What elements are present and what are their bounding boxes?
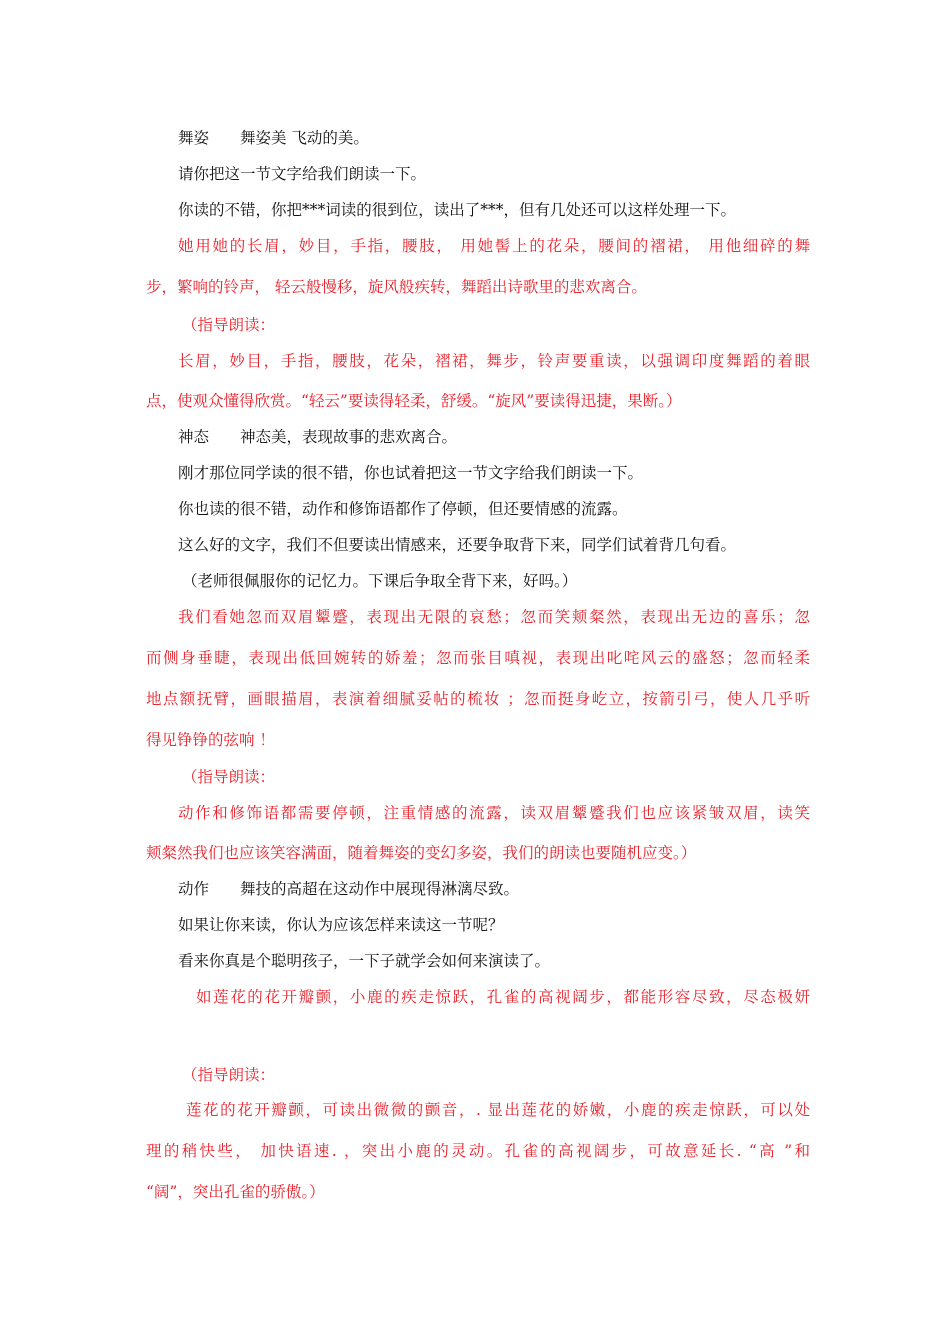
text-line: 步，繁响的铃声， 轻云般慢移，旋风般疾转，舞蹈出诗歌里的悲欢离合。 <box>146 278 647 296</box>
text-line: 理的稍快些， 加快语速. ，突出小鹿的灵动。孔雀的高视阔步，可故意延长. “高 ”和 <box>146 1142 810 1160</box>
text-line: “阔”，突出孔雀的骄傲。） <box>146 1183 325 1201</box>
text-line: 你也读的很不错，动作和修饰语都作了停顿，但还要情感的流露。 <box>178 500 628 518</box>
text-line: 得见铮铮的弦响 ！ <box>146 731 275 749</box>
text-line: 她用她的长眉，妙目，手指，腰肢， 用她髻上的花朵，腰间的褶裙， 用他细碎的舞 <box>178 237 810 255</box>
text-line: 请你把这一节文字给我们朗读一下。 <box>178 165 427 183</box>
text-line: 莲花的花开瓣颤，可读出微微的颤音，. 显出莲花的娇嫩，小鹿的疾走惊跃，可以处 <box>186 1101 810 1119</box>
text-line: 你读的不错，你把***词读的很到位，读出了***，但有几处还可以这样处理一下。 <box>178 201 737 219</box>
text-line: 舞姿 舞姿美 飞动的美。 <box>178 129 369 147</box>
text-line: 点，使观众懂得欣赏。“轻云”要读得轻柔，舒缓。“旋风”要读得迅捷，果断。） <box>146 392 682 410</box>
text-line: （老师很佩服你的记忆力。下课后争取全背下来，好吗。） <box>182 572 578 590</box>
text-line: （指导朗读： <box>182 768 276 786</box>
text-line: 地点额抚臂，画眼描眉，表演着细腻妥帖的梳妆 ；忽而挺身屹立，按箭引弓，使人几乎听 <box>146 690 810 708</box>
text-line: （指导朗读： <box>182 316 276 334</box>
text-line: 如果让你来读，你认为应该怎样来读这一节呢？ <box>178 916 504 934</box>
text-line: 而侧身垂睫，表现出低回婉转的娇羞；忽而张目嗔视，表现出叱咤风云的盛怒；忽而轻柔 <box>146 649 810 667</box>
text-line: 动作和修饰语都需要停顿，注重情感的流露，读双眉颦蹙我们也应该紧皱双眉，读笑 <box>178 804 810 822</box>
text-line: 这么好的文字，我们不但要读出情感来，还要争取背下来，同学们试着背几句看。 <box>178 536 737 554</box>
text-line: 颊粲然我们也应该笑容满面，随着舞姿的变幻多姿，我们的朗读也要随机应变。） <box>146 844 697 862</box>
text-line: （指导朗读： <box>182 1066 276 1084</box>
text-line: 刚才那位同学读的很不错，你也试着把这一节文字给我们朗读一下。 <box>178 464 644 482</box>
text-line: 神态 神态美，表现故事的悲欢离合。 <box>178 428 458 446</box>
text-line: 我们看她忽而双眉颦蹙，表现出无限的哀愁；忽而笑颊粲然，表现出无边的喜乐；忽 <box>178 608 810 626</box>
text-line: 长眉，妙目，手指，腰肢，花朵，褶裙，舞步，铃声要重读，以强调印度舞蹈的着眼 <box>178 352 810 370</box>
text-line: 看来你真是个聪明孩子，一下子就学会如何来演读了。 <box>178 952 551 970</box>
text-line: 如莲花的花开瓣颤，小鹿的疾走惊跃，孔雀的高视阔步，都能形容尽致，尽态极妍 <box>196 988 810 1006</box>
text-line: 动作 舞技的高超在这动作中展现得淋漓尽致。 <box>178 880 520 898</box>
